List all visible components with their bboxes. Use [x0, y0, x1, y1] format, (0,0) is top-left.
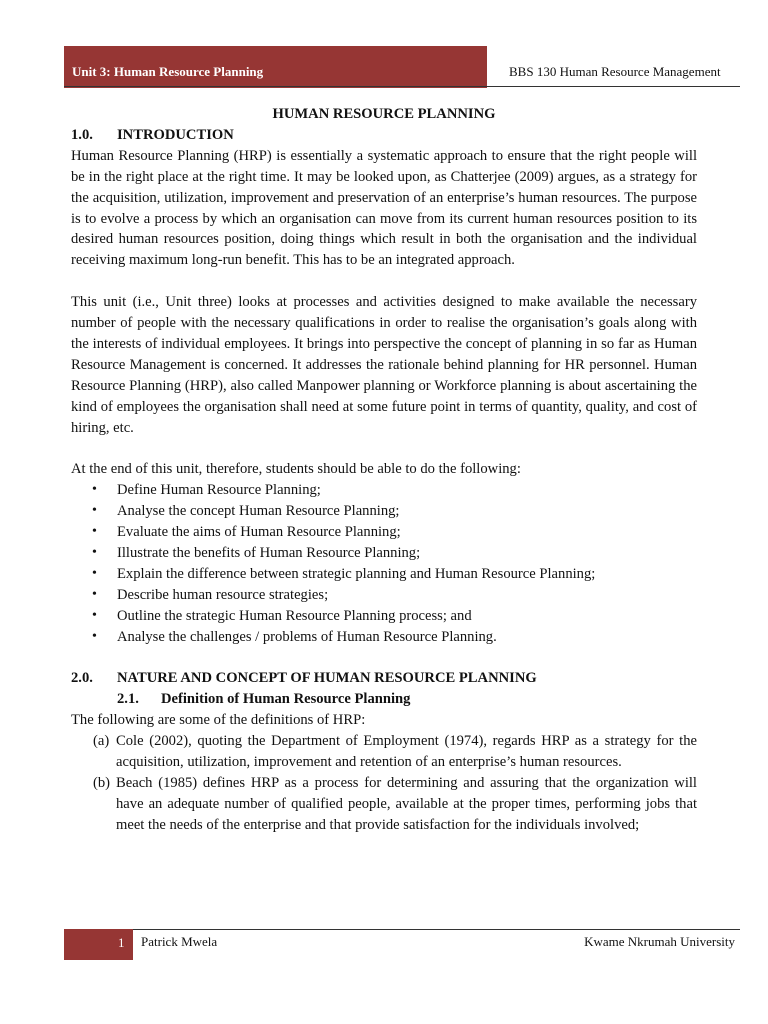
- objectives-list: [71, 480, 697, 647]
- definitions-list: [71, 731, 697, 836]
- definition-item: [71, 731, 697, 773]
- section-title: INTRODUCTION: [117, 126, 234, 143]
- subsection-heading-definition: [117, 689, 697, 710]
- section-title: NATURE AND CONCEPT OF HUMAN RESOURCE PLANNING: [117, 670, 537, 687]
- definition-label: (a): [93, 733, 110, 750]
- definition-item: [71, 773, 697, 836]
- section-heading-nature-concept: [71, 668, 697, 689]
- footer-author: Patrick Mwela: [141, 934, 218, 949]
- definitions-intro: The following are some of the definitions of HRP:: [71, 712, 366, 729]
- page-number: 1: [118, 935, 125, 950]
- definition-text: Beach (1985) defines HRP as a process for determining and assuring that the organization will have an adequate number of qualified people, available at the proper times, performing jobs that meet the needs of the enterprise and that provide satisfaction for the individuals involved;: [116, 774, 697, 833]
- list-item: • Illustrate the benefits of Human Resource Planning;: [91, 543, 697, 564]
- definition-label: (b): [93, 774, 111, 791]
- intro-paragraph-2: This unit (i.e., Unit three) looks at processes and activities designed to make available the necessary number of people with the necessary qualifications in order to realise the organisation’s goals along with the interests of individual employees. It brings into perspective the concept of planning in so far as Human Resource Management is concerned. It addresses the rationale behind planning for HR personnel. Human Resource Planning (HRP), also called Manpower planning or Workforce planning is about ascertaining the kind of employees the organisation shall need at some future point in terms of quantity, quality, and cost of hiring, etc.: [71, 294, 697, 436]
- document-title: HUMAN RESOURCE PLANNING: [272, 106, 496, 122]
- subsection-number: 2.1.: [117, 691, 139, 708]
- list-item: • Outline the strategic Human Resource Planning process; and: [91, 606, 697, 627]
- section-number: 2.0.: [71, 670, 93, 687]
- subsection-title: Definition of Human Resource Planning: [161, 691, 411, 708]
- header-rule: [64, 86, 740, 87]
- list-item: • Analyse the concept Human Resource Planning;: [91, 501, 697, 522]
- footer-rule: [64, 929, 740, 930]
- section-number: 1.0.: [71, 126, 93, 143]
- list-item: • Define Human Resource Planning;: [91, 480, 697, 501]
- section-heading-introduction: [71, 125, 697, 146]
- page-body: [71, 104, 697, 836]
- definition-text: Cole (2002), quoting the Department of Employment (1974), regards HRP as a strategy for the acquisition, utilization, improvement and retention of an enterprise’s human resources.: [116, 733, 697, 771]
- header-unit-title: Unit 3: Human Resource Planning: [72, 64, 264, 79]
- list-item: • Analyse the challenges / problems of Human Resource Planning.: [91, 627, 697, 648]
- intro-paragraph-1: Human Resource Planning (HRP) is essentially a systematic approach to ensure that the right people will be in the right place at the right time. It may be looked upon, as Chatterjee (2009) argues, as a strategy for the acquisition, utilization, improvement and preservation of an enterprise’s human resources. The purpose is to evolve a process by which an organisation can move from its current human resources position to its desired human resources position, doing things which result in both the organisation and the individual receiving maximum long-run benefit. This has to be an integrated approach.: [71, 147, 697, 269]
- list-item: • Explain the difference between strategic planning and Human Resource Planning;: [91, 564, 697, 585]
- header-course-title: BBS 130 Human Resource Management: [509, 64, 721, 79]
- footer-institution: Kwame Nkrumah University: [584, 934, 735, 949]
- list-item: • Describe human resource strategies;: [91, 585, 697, 606]
- objectives-lead-in: At the end of this unit, therefore, students should be able to do the following:: [71, 461, 521, 478]
- list-item: • Evaluate the aims of Human Resource Planning;: [91, 522, 697, 543]
